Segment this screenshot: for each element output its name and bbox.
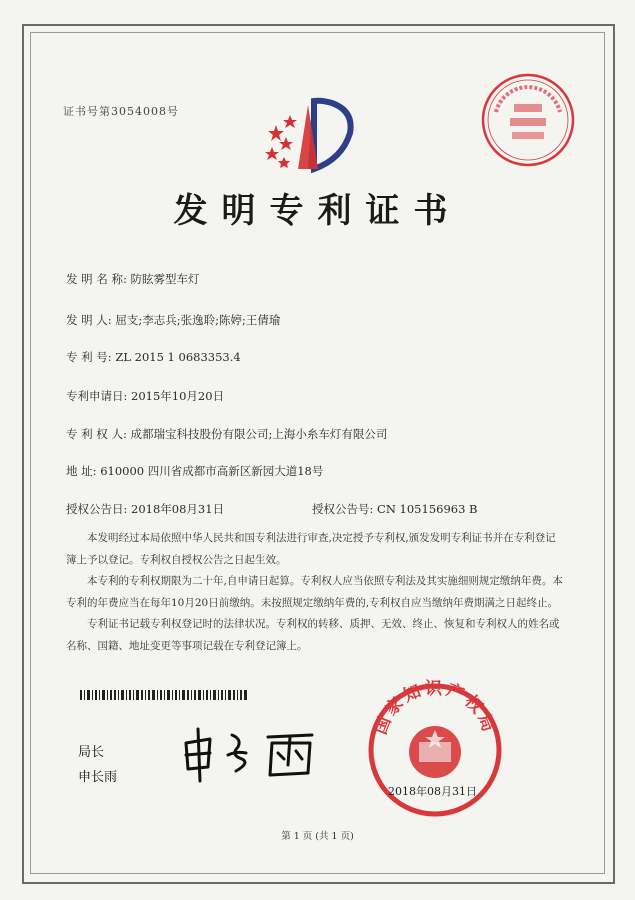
cnipa-logo-icon (262, 95, 362, 175)
patentee-label: 专 利 权 人: (66, 427, 127, 441)
agency-stamp-icon (478, 70, 578, 170)
national-ipo-seal-icon (365, 680, 505, 820)
inventors-row (66, 312, 280, 328)
filing-date-row (66, 388, 224, 404)
certificate-body (66, 528, 566, 657)
grant-date-value: 2018年08月31日 (131, 502, 225, 516)
certificate-title: 发明专利证书 (173, 191, 462, 231)
inventors-value: 屈支;李志兵;张逸聆;陈婷;王倩瑜 (115, 313, 281, 327)
patent-no-label: 专 利 号: (66, 350, 112, 364)
patent-no-row (66, 349, 241, 365)
inventors-label: 发 明 人: (66, 313, 112, 327)
invention-name-label: 发 明 名 称: (66, 272, 127, 286)
certificate-number: 证书号第3054008号 (63, 105, 179, 118)
filing-date-label: 专利申请日: (66, 389, 128, 403)
filing-date-value: 2015年10月20日 (131, 389, 225, 403)
body-paragraph-2: 本专利的专利权期限为二十年,自申请日起算。专利权人应当依照专利法及其实施细则规定缴纳年费。本专利的年费应当在每年10月20日前缴纳。未按照规定缴纳年费的,专利权自应当缴纳年费期满之日起终止。 (66, 575, 563, 609)
grant-no-label: 授权公告号: (312, 502, 374, 516)
page-footer: 第 1 页 (共 1 页) (281, 831, 354, 842)
grant-no-row (312, 501, 478, 517)
address-row (66, 463, 323, 479)
invention-name-value: 防眩雾型车灯 (130, 272, 200, 286)
patentee-row (66, 426, 387, 442)
patentee-value: 成都瑞宝科技股份有限公司;上海小糸车灯有限公司 (130, 427, 388, 441)
seal-date: 2018年08月31日 (388, 785, 477, 798)
patent-no-value: ZL 2015 1 0683353.4 (115, 350, 241, 364)
handwritten-signature-icon (180, 725, 330, 785)
director-title: 局长 (78, 745, 105, 760)
address-label: 地 址: (66, 464, 97, 478)
body-paragraph-1: 本发明经过本局依照中华人民共和国专利法进行审查,决定授予专利权,颁发发明专利证书并在专利登记簿上予以登记。专利权自授权公告之日起生效。 (66, 532, 556, 566)
grant-date-label: 授权公告日: (66, 502, 128, 516)
address-value: 610000 四川省成都市高新区新园大道18号 (100, 464, 324, 478)
invention-name-row (66, 271, 200, 287)
body-paragraph-3: 专利证书记载专利权登记时的法律状况。专利权的转移、质押、无效、终止、恢复和专利权人的姓名或名称、国籍、地址变更等事项记载在专利登记簿上。 (66, 618, 560, 652)
seal-text: 国家知识产权局 (370, 679, 500, 738)
grant-no-value: CN 105156963 B (377, 502, 478, 516)
barcode-icon (80, 690, 250, 700)
grant-date-row (66, 501, 224, 517)
director-name: 申长雨 (78, 770, 118, 785)
